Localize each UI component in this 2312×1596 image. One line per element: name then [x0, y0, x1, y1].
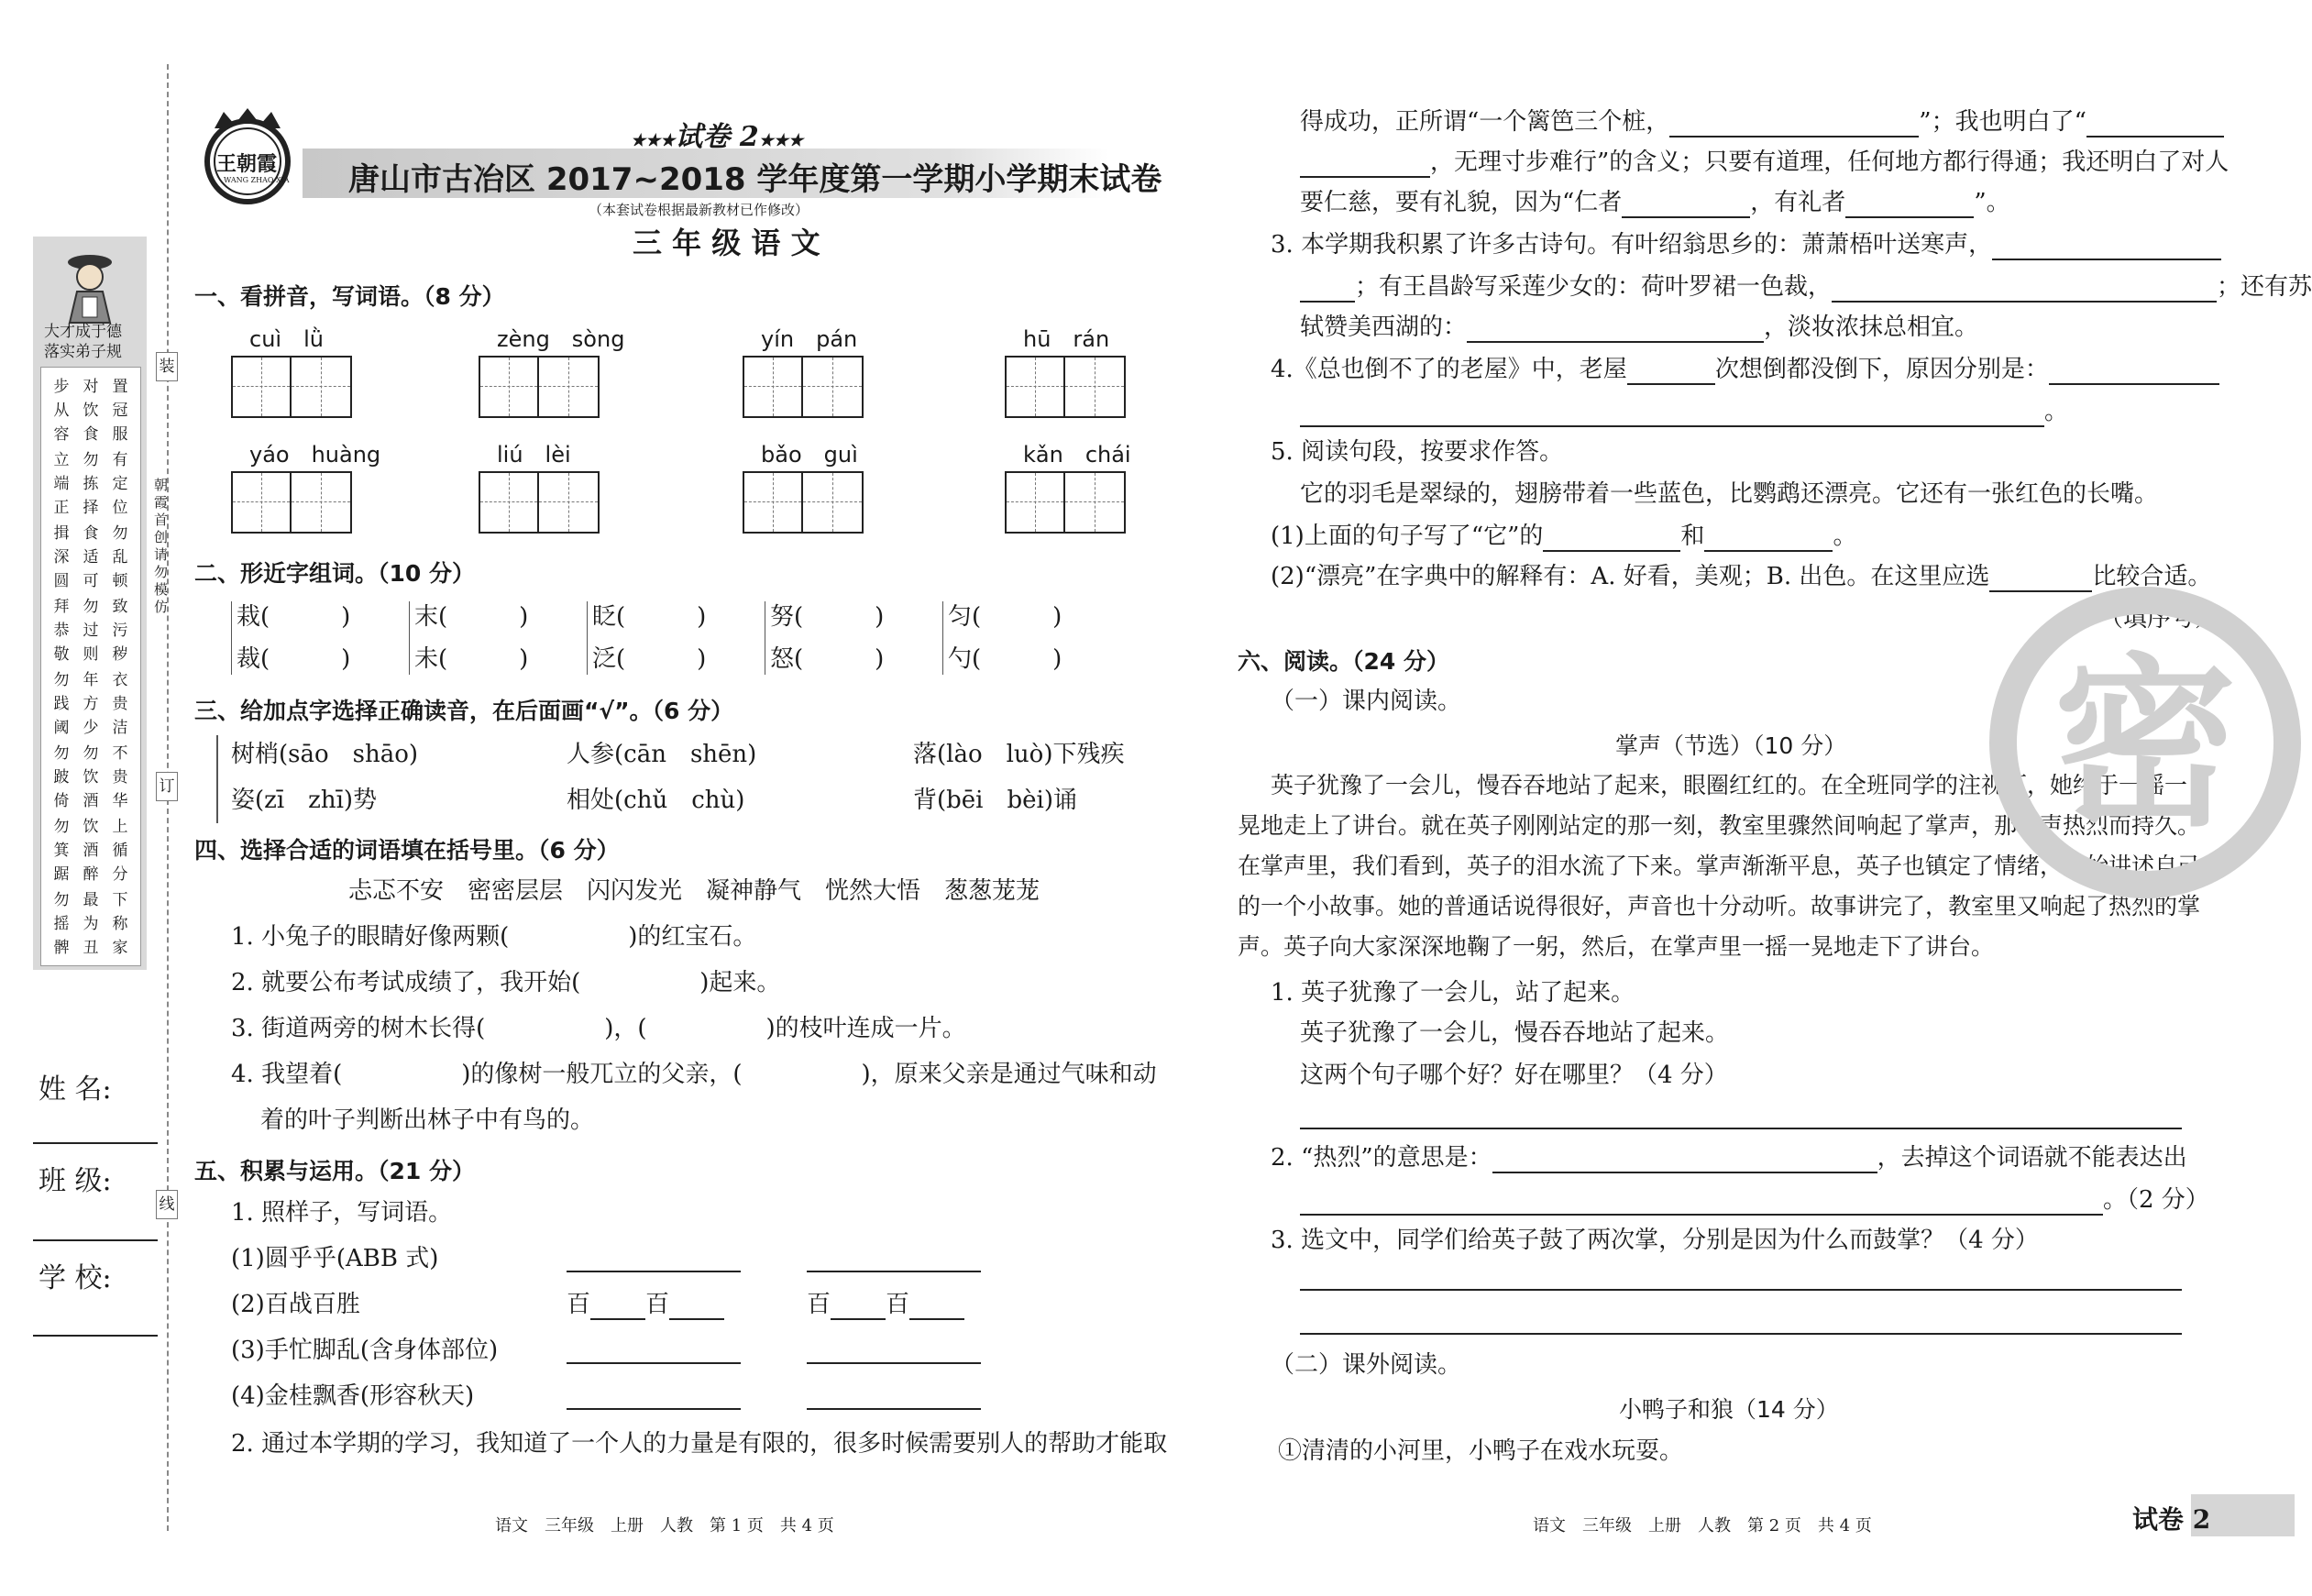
- q4-sentence-2: 2. 就要公布考试成绩了，我开始( )起来。: [231, 969, 781, 996]
- grid-cell: [1007, 473, 1065, 532]
- motto-text: 勿拣择: [83, 451, 99, 517]
- name-label: 姓 名:: [39, 1073, 112, 1106]
- motto-text: 置冠服: [112, 378, 128, 444]
- writing-grid[interactable]: [479, 356, 600, 418]
- q2-item[interactable]: 怒( ): [770, 645, 885, 673]
- q5-answer-4a[interactable]: [567, 1408, 741, 1410]
- passage-line: 在掌声里，我们看到，英子的泪水流了下来。掌声渐渐平息，英子也镇定了情绪，开始讲述自己: [1238, 853, 2201, 879]
- motto-text: 立端正: [53, 451, 70, 517]
- q3-item[interactable]: 落(lào luò)下残疾: [913, 741, 1125, 768]
- q5-tpl-char: 百: [886, 1291, 910, 1318]
- blank[interactable]: [1543, 523, 1680, 552]
- motto-text: 勿过则: [83, 598, 99, 664]
- secret-stamp: [1989, 587, 2301, 898]
- writing-grid[interactable]: [1005, 471, 1126, 534]
- pinyin-label: hū rán: [1023, 326, 1110, 352]
- q5-answer-2a[interactable]: [567, 1289, 724, 1320]
- r1-q-c: 这两个句子哪个好？好在哪里？（4 分）: [1300, 1062, 1728, 1089]
- blank[interactable]: [1989, 563, 2092, 592]
- brand-logo-sub: WANG ZHAO XIA: [224, 176, 290, 184]
- q4-sentence-1: 1. 小兔子的眼睛好像两颗( )的红宝石。: [231, 923, 757, 951]
- passage-title: 掌声（节选）（10 分）: [1615, 732, 1847, 759]
- r1-answer-line[interactable]: [1300, 1128, 2182, 1129]
- grid-cell: [233, 358, 292, 416]
- q5-example-1: (1)圆乎乎(ABB 式): [231, 1245, 439, 1272]
- r2-q: 2. “热烈”的意思是： ，去掉这个词语就不能表达出: [1271, 1144, 2187, 1172]
- motto-text: 致污秽: [112, 598, 128, 664]
- q2-item[interactable]: 栽( ): [237, 603, 351, 631]
- q5-tpl-char: 百: [645, 1291, 670, 1318]
- pinyin-label: yín pán: [761, 326, 858, 352]
- q4-sentence-3: 3. 街道两旁的树木长得( )，( )的枝叶连成一片。: [231, 1015, 966, 1042]
- motto-text: 下称家: [112, 891, 128, 957]
- grid-guide: [568, 358, 569, 416]
- motto-text: 步从容: [53, 378, 70, 444]
- pinyin-label: cuì lǜ: [249, 326, 324, 352]
- q2-divider: [231, 601, 232, 675]
- q5-tpl-char: 百: [567, 1291, 591, 1318]
- paper-label: ★★★试卷 2★★★: [631, 121, 804, 153]
- motto-box: [40, 367, 141, 966]
- grid-cell: [744, 473, 803, 532]
- r-read-q1: (1)上面的句子写了“它”的 和 。: [1271, 523, 1857, 550]
- exam-note: （本套试卷根据最新教材已作修改）: [589, 202, 809, 218]
- r3-answer-line-2[interactable]: [1300, 1333, 2182, 1335]
- q5-answer-3a[interactable]: [567, 1362, 741, 1364]
- q2-item[interactable]: 裁( ): [237, 645, 351, 673]
- passage-line: 声。英子向大家深深地鞠了一躬，然后，在掌声里一摇一晃地走下了讲台。: [1238, 933, 1995, 960]
- grid-cell: [480, 473, 539, 532]
- grid-guide: [832, 358, 833, 416]
- q3-bracket: [216, 735, 226, 823]
- scholar-figure-icon: [57, 246, 123, 323]
- grid-guide: [1035, 473, 1036, 532]
- exam-title: 唐山市古冶区 2017~2018 学年度第一学期小学期末试卷: [348, 161, 1162, 198]
- q2-item[interactable]: 眨( ): [592, 603, 707, 631]
- motto-text: 勿乱顿: [112, 524, 128, 590]
- r-house-1: 4.《总也倒不了的老屋》中，老屋 次想倒都没倒下，原因分别是：: [1271, 354, 2219, 385]
- blank[interactable]: [1669, 108, 1919, 138]
- writing-grid[interactable]: [1005, 356, 1126, 418]
- passage-line: 晃地走上了讲台。就在英子刚刚站定的那一刻，教室里骤然间响起了掌声，那掌声热烈而持久。: [1238, 812, 2201, 839]
- motto-text: 勿践阈: [53, 671, 70, 737]
- motto-text: 勿摇髀: [53, 891, 70, 957]
- footer-right: 语文 三年级 上册 人教 第 2 页 共 4 页: [1533, 1516, 1872, 1535]
- writing-grid[interactable]: [743, 356, 864, 418]
- q6-part-1: （一）课内阅读。: [1271, 688, 1462, 715]
- motto-text: 食适可: [83, 524, 99, 590]
- passage-line: 的一个小故事。她的普通话说得很好，声音也十分动听。故事讲完了，教室里又响起了热烈的掌: [1238, 893, 2201, 919]
- q5-example-3: (3)手忙脚乱(含身体部位): [231, 1337, 499, 1364]
- motto-text: 对饮食: [83, 378, 99, 444]
- q5-example-2: (2)百战百胜: [231, 1291, 360, 1318]
- motto-text: 上循分: [112, 818, 128, 884]
- q2-divider: [942, 601, 943, 675]
- q3-item[interactable]: 姿(zī zhī)势: [231, 787, 378, 814]
- motto-text: 勿跛倚: [53, 744, 70, 810]
- blank[interactable]: [1467, 314, 1764, 343]
- grid-guide: [773, 473, 774, 532]
- grid-cell: [480, 358, 539, 416]
- fold-label-1: 装: [156, 352, 178, 381]
- grid-guide: [1035, 358, 1036, 416]
- blank[interactable]: [1627, 356, 1715, 385]
- q3-item[interactable]: 背(bēi bèi)诵: [913, 787, 1077, 814]
- motto-text: 不贵华: [112, 744, 128, 810]
- writing-grid[interactable]: [231, 356, 352, 418]
- pinyin-label: zèng sòng: [497, 326, 625, 352]
- writing-grid[interactable]: [479, 471, 600, 534]
- r-poem-2: ；有王昌龄写采莲少女的：荷叶罗裙一色裁， ；还有苏: [1300, 271, 2312, 303]
- motto-text: 勿箕踞: [53, 818, 70, 884]
- grid-guide: [832, 473, 833, 532]
- r-poem-1: 3. 本学期我积累了许多古诗句。有叶绍翁思乡的：萧萧梧叶送寒声，: [1271, 229, 2221, 260]
- q2-item[interactable]: 末( ): [414, 603, 529, 631]
- grid-guide: [321, 358, 322, 416]
- writing-grid[interactable]: [743, 471, 864, 534]
- fold-label-4: 线: [156, 1190, 178, 1219]
- blank[interactable]: [2049, 356, 2219, 385]
- r-read-1: 5. 阅读句段，按要求作答。: [1271, 438, 1564, 466]
- school-label: 学 校:: [39, 1262, 112, 1294]
- blank[interactable]: [1845, 189, 1974, 218]
- q5-sub-1: 1. 照样子，写词语。: [231, 1199, 453, 1227]
- r1-q-b: 英子犹豫了一会儿，慢吞吞地站了起来。: [1300, 1019, 1730, 1047]
- footer-tag: 试卷 2: [2132, 1504, 2211, 1535]
- grid-guide: [568, 473, 569, 532]
- q3-item[interactable]: 树梢(sāo shāo): [231, 741, 419, 768]
- slogan-1: 大才成于德: [44, 323, 122, 341]
- motto-text: 揖深圆: [53, 524, 70, 590]
- blank[interactable]: [1492, 1144, 1877, 1173]
- blank[interactable]: [1300, 398, 2044, 427]
- exam-subject: 三 年 级 语 文: [633, 226, 820, 260]
- class-label: 班 级:: [39, 1165, 112, 1197]
- q4-sentence-4: 4. 我望着( )的像树一般兀立的父亲，( )，原来父亲是通过气味和动: [231, 1061, 1157, 1088]
- q5-answer-1a[interactable]: [567, 1271, 741, 1272]
- blank[interactable]: [1300, 149, 1430, 178]
- pinyin-label: kǎn chái: [1023, 442, 1131, 468]
- motto-text: 有定位: [112, 451, 128, 517]
- q5-answer-1b[interactable]: [807, 1271, 981, 1272]
- q5-answer-2b[interactable]: [807, 1289, 964, 1320]
- grid-cell: [1007, 358, 1065, 416]
- q2-item[interactable]: 匀( ): [948, 603, 1062, 631]
- motto-text: 勿饮酒: [83, 744, 99, 810]
- grid-guide: [321, 473, 322, 532]
- q2-divider: [409, 601, 410, 675]
- slogan-2: 落实弟子规: [44, 343, 122, 361]
- r-poem-3: 轼赞美西湖的： ，淡妆浓抹总相宜。: [1300, 314, 1979, 341]
- motto-text: 饮酒醉: [83, 818, 99, 884]
- r-read-q2: (2)“漂亮”在字典中的解释有：A. 好看，美观；B. 出色。在这里应选 比较合适。: [1271, 563, 2212, 590]
- footer-left: 语文 三年级 上册 人教 第 1 页 共 4 页: [495, 1516, 834, 1535]
- brand-logo-text: 王朝霞: [216, 152, 278, 176]
- r-house-2: 。: [1300, 396, 2068, 427]
- q3-heading: 三、给加点字选择正确读音，在后面画“√”。（6 分）: [194, 698, 734, 724]
- q6-heading: 六、阅读。（24 分）: [1238, 648, 1449, 675]
- pinyin-label: bǎo guì: [761, 442, 858, 468]
- q6-part-2: （二）课外阅读。: [1271, 1351, 1462, 1379]
- pinyin-label: liú lèi: [497, 442, 571, 468]
- r1-q: 1. 英子犹豫了一会儿，站了起来。: [1271, 979, 1635, 1007]
- blank[interactable]: [1704, 523, 1833, 552]
- q5-example-4: (4)金桂飘香(形容秋天): [231, 1382, 475, 1410]
- q2-heading: 二、形近字组词。（10 分）: [194, 560, 475, 587]
- grid-guide: [261, 473, 262, 532]
- q2-divider: [587, 601, 588, 675]
- blank[interactable]: [1300, 1186, 2103, 1216]
- q3-item[interactable]: 相处(chǔ chù): [567, 787, 745, 814]
- r3-q: 3. 选文中，同学们给英子鼓了两次掌，分别是因为什么而鼓掌？（4 分）: [1271, 1227, 2039, 1254]
- r2-q-2: 。（2 分）: [1300, 1184, 2209, 1216]
- writing-grid[interactable]: [231, 471, 352, 534]
- q3-item[interactable]: 人参(cān shēn): [567, 741, 757, 768]
- passage-line: 英子犹豫了一会儿，慢吞吞地站了起来，眼圈红红的。在全班同学的注视下，她终于一摇一: [1271, 772, 2188, 798]
- blank[interactable]: [1992, 231, 2221, 260]
- fold-label-3: 订: [156, 772, 178, 801]
- grid-guide: [773, 358, 774, 416]
- q2-item[interactable]: 勺( ): [948, 645, 1062, 673]
- passage2-p1: ①清清的小河里，小鸭子在戏水玩耍。: [1278, 1437, 1684, 1465]
- brand-logo: [196, 105, 299, 207]
- blank[interactable]: [1832, 273, 2217, 303]
- class-field[interactable]: [33, 1239, 158, 1241]
- q4-heading: 四、选择合适的词语填在括号里。（6 分）: [194, 837, 620, 864]
- school-field[interactable]: [33, 1335, 158, 1337]
- r-cont-2: ，无理寸步难行”的含义；只要有道理，任何地方都行得通；我还明白了对人: [1300, 147, 2229, 178]
- motto-text: 最为丑: [83, 891, 99, 957]
- q5-sub-2: 2. 通过本学期的学习，我知道了一个人的力量是有限的，很多时候需要别人的帮助才能取: [231, 1430, 1168, 1458]
- grid-guide: [261, 358, 262, 416]
- r-read-q2-note: （填序号）: [2099, 605, 2219, 633]
- name-field[interactable]: [33, 1142, 158, 1144]
- passage2-title: 小鸭子和狼（14 分）: [1619, 1396, 1839, 1423]
- r-cont-3: 要仁慈，要有礼貌，因为“仁者 ，有礼者 ”。: [1300, 189, 2010, 216]
- blank[interactable]: [1622, 189, 1750, 218]
- q5-answer-3b[interactable]: [807, 1362, 981, 1364]
- q1-heading: 一、看拼音，写词语。（8 分）: [194, 283, 505, 310]
- r-cont-1: 得成功，正所谓“一个篱笆三个桩， ”；我也明白了“: [1300, 106, 2224, 138]
- blank[interactable]: [1300, 273, 1355, 303]
- grid-guide: [509, 473, 510, 532]
- grid-cell: [233, 473, 292, 532]
- q5-tpl-char: 百: [807, 1291, 831, 1318]
- r-read-sentence: 它的羽毛是翠绿的，翅膀带着一些蓝色，比鹦鹉还漂亮。它还有一张红色的长嘴。: [1300, 480, 2159, 508]
- motto-text: 年方少: [83, 671, 99, 737]
- q4-sentence-4-cont: 着的叶子判断出林子中有鸟的。: [260, 1106, 595, 1134]
- q5-heading: 五、积累与运用。（21 分）: [194, 1158, 475, 1184]
- q4-word-bank: 忐忑不安 密密层层 闪闪发光 凝神静气 恍然大悟 葱葱茏茏: [348, 877, 1040, 905]
- r3-answer-line-1[interactable]: [1300, 1289, 2182, 1291]
- motto-text: 衣贵洁: [112, 671, 128, 737]
- pinyin-label: yáo huàng: [249, 442, 381, 468]
- q2-item[interactable]: 努( ): [770, 603, 885, 631]
- secret-stamp-text: 密: [2053, 636, 2238, 852]
- fold-label-2: 朝霞首创 请勿模仿: [154, 477, 169, 615]
- blank[interactable]: [2086, 108, 2224, 138]
- q2-item[interactable]: 泛( ): [592, 645, 707, 673]
- grid-cell: [744, 358, 803, 416]
- q5-answer-4b[interactable]: [807, 1408, 981, 1410]
- grid-guide: [509, 358, 510, 416]
- motto-text: 拜恭敬: [53, 598, 70, 664]
- q2-item[interactable]: 未( ): [414, 645, 529, 673]
